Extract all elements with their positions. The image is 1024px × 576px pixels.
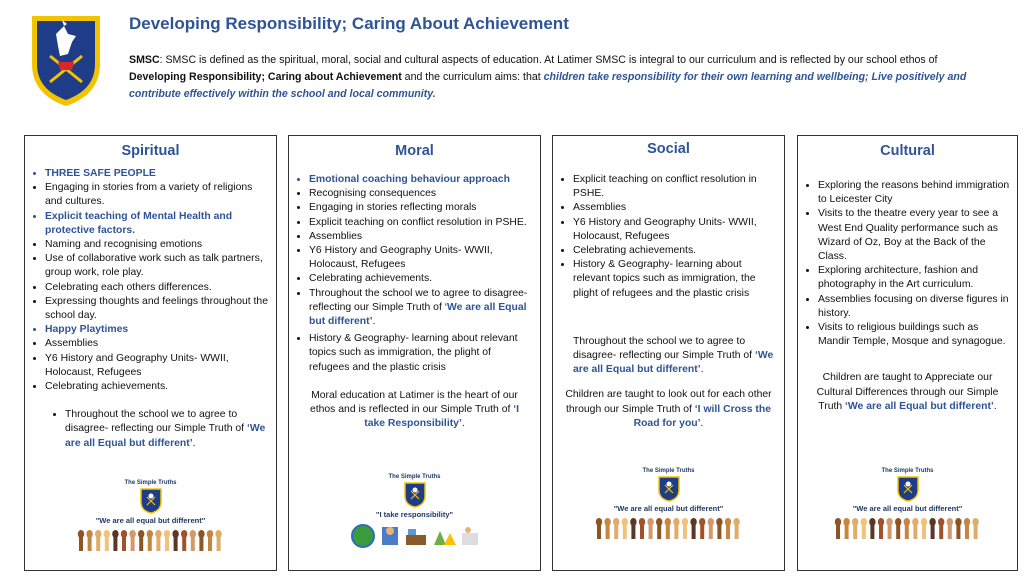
spiritual-extra-text: Throughout the school we to agree to disagree- reflecting our Simple Truth of (65, 409, 247, 435)
social-list (553, 173, 778, 301)
spiritual-extra-list (25, 408, 266, 451)
spiritual-item: • Use of collaborative work such as talk partners, group work, role play. (45, 252, 270, 280)
moral-list-2 (289, 287, 534, 375)
spiritual-item: • Engaging in stories from a variety of religions and cultures. (45, 181, 270, 209)
spiritual-item: • Happy Playtimes (45, 323, 270, 337)
spiritual-item: • THREE SAFE PEOPLE (45, 167, 270, 181)
cultural-para-quote: ‘We are all Equal but different’ (845, 400, 994, 412)
social-extra-list (553, 335, 776, 378)
mini-crest-icon (897, 476, 919, 502)
moral-agree-quote: We are all Equal but different’ (309, 301, 527, 328)
social-extra-quote: ‘We are all Equal but different’ (573, 350, 774, 376)
moral-agree-end: . (372, 316, 376, 328)
simple-truths-graphic (289, 474, 540, 549)
cultural-item: • Visits to the theatre every year to see a West End Quality performance such as Wizard of Oz, Boy at the Back of the Class. (818, 207, 1011, 264)
moral-para-quote: ‘I take Responsibility’ (364, 404, 520, 430)
moral-item-agree (309, 287, 534, 330)
intro-text-2: and the curriculum aims: that (401, 71, 544, 83)
hands-raised-icon (76, 529, 226, 551)
hands-raised-icon (594, 517, 744, 539)
cultural-item: • Visits to religious buildings such as Mandir Temple, Mosque and synagogue. (818, 321, 1011, 349)
social-item: • Explicit teaching on conflict resolution in PSHE. (573, 173, 778, 201)
spiritual-extra-item (65, 408, 266, 451)
moral-item: • Explicit teaching on conflict resolution in PSHE. (309, 216, 534, 230)
moral-item: • Assemblies (309, 230, 534, 244)
social-item: • Assemblies (573, 201, 778, 215)
cultural-card (797, 135, 1018, 571)
social-card (552, 135, 785, 571)
spiritual-item: • Assemblies (45, 337, 270, 351)
simple-truth-quote: "We are all equal but different" (613, 504, 724, 513)
simple-truth-quote: "I take responsibility" (375, 510, 454, 519)
intro-label: SMSC (129, 54, 160, 66)
moral-item: • Engaging in stories reflecting morals (309, 201, 534, 215)
intro-quote: children take responsibility for their own learning and wellbeing; Live positively and contribute effectively within the school and local community. (129, 71, 967, 100)
social-paragraph (559, 388, 778, 431)
spiritual-item: • Naming and recognising emotions (45, 238, 270, 252)
cultural-item: • Exploring the reasons behind immigration to Leicester City (818, 179, 1011, 207)
moral-list (289, 173, 534, 287)
spiritual-title: Spiritual (121, 143, 180, 159)
simple-truth-quote: "We are all equal but different" (95, 516, 206, 525)
cultural-list (798, 179, 1011, 349)
spiritual-item: • Celebrating achievements. (45, 380, 270, 394)
mini-crest-icon (658, 476, 680, 502)
simple-truths-label: The Simple Truths (881, 468, 934, 474)
spiritual-extra-quote: ‘We are all Equal but different’ (65, 423, 266, 449)
simple-truth-quote: "We are all equal but different" (852, 504, 963, 513)
cultural-para-text: Children are taught to Appreciate our Cultural Differences through our Simple Truth (816, 372, 999, 412)
moral-item: • Emotional coaching behaviour approach (309, 173, 534, 187)
moral-agree-text: Throughout the school we to agree to disagree- reflecting our Simple Truth of ‘ (309, 287, 528, 313)
social-item: • History & Geography- learning about relevant topics such as immigration, the plight of refugees and the plastic crisis (573, 258, 778, 301)
moral-para-text: Moral education at Latimer is the heart of our ethos and is reflected in our Simple Truth of (309, 389, 518, 416)
spiritual-item: • Expressing thoughts and feelings throughout the school day. (45, 295, 270, 323)
cultural-paragraph (808, 371, 1007, 414)
simple-truths-graphic (553, 468, 784, 539)
spiritual-extra-end: . (192, 437, 196, 449)
simple-truths-graphic (25, 480, 276, 551)
social-extra-item (573, 335, 776, 378)
social-title: Social (647, 141, 690, 157)
hands-raised-icon (833, 517, 983, 539)
moral-para-end: . (461, 418, 465, 430)
social-extra-text: Throughout the school we to agree to disagree- reflecting our Simple Truth of (573, 335, 755, 362)
spiritual-list (25, 167, 270, 394)
moral-paragraph (301, 389, 528, 432)
simple-truths-label: The Simple Truths (124, 480, 177, 486)
simple-truths-graphic (798, 468, 1017, 539)
moral-title: Moral (395, 143, 434, 159)
simple-truths-label: The Simple Truths (642, 468, 695, 474)
cultural-para-end: . (993, 400, 997, 412)
moral-item: • Y6 History and Geography Units- WWII, Holocaust, Refugees (309, 244, 534, 272)
mini-crest-icon (140, 488, 162, 514)
social-extra-end: . (700, 364, 704, 376)
responsibility-icons (350, 523, 480, 549)
social-para-text: Children are taught to look out for each other through our Simple Truth of (565, 389, 772, 415)
spiritual-card (24, 135, 277, 571)
moral-card (288, 135, 541, 571)
social-para-quote: ‘I will Cross the Road for you’ (633, 403, 771, 429)
spiritual-item: • Celebrating each others differences. (45, 281, 270, 295)
school-crest-icon (28, 12, 104, 108)
social-item: • Y6 History and Geography Units- WWII, Holocaust, Refugees (573, 216, 778, 244)
intro-text-1: : SMSC is defined as the spiritual, moral, social and cultural aspects of education. At Latimer SMSC is integral to our curriculum and is reflected by our school ethos of (159, 54, 938, 66)
moral-item-history: • History & Geography- learning about relevant topics such as immigration, the plight of refugees and the plastic crisis (309, 332, 534, 375)
moral-item: • Recognising consequences (309, 187, 534, 201)
spiritual-item: • Y6 History and Geography Units- WWII, Holocaust, Refugees (45, 352, 270, 380)
intro-ethos: Developing Responsibility; Caring about Achievement (129, 71, 402, 83)
moral-item: • Celebrating achievements. (309, 272, 534, 286)
intro-paragraph (129, 52, 994, 103)
spiritual-item: • Explicit teaching of Mental Health and protective factors. (45, 210, 270, 238)
mini-crest-icon (404, 482, 426, 508)
cultural-item: • Exploring architecture, fashion and photography in the Art curriculum. (818, 264, 1011, 292)
cultural-title: Cultural (880, 143, 935, 159)
social-item: • Celebrating achievements. (573, 244, 778, 258)
page-title: Developing Responsibility; Caring About Achievement (129, 14, 569, 33)
social-para-end: . (700, 417, 704, 429)
cultural-item: • Assemblies focusing on diverse figures in history. (818, 293, 1011, 321)
simple-truths-label: The Simple Truths (388, 474, 441, 480)
